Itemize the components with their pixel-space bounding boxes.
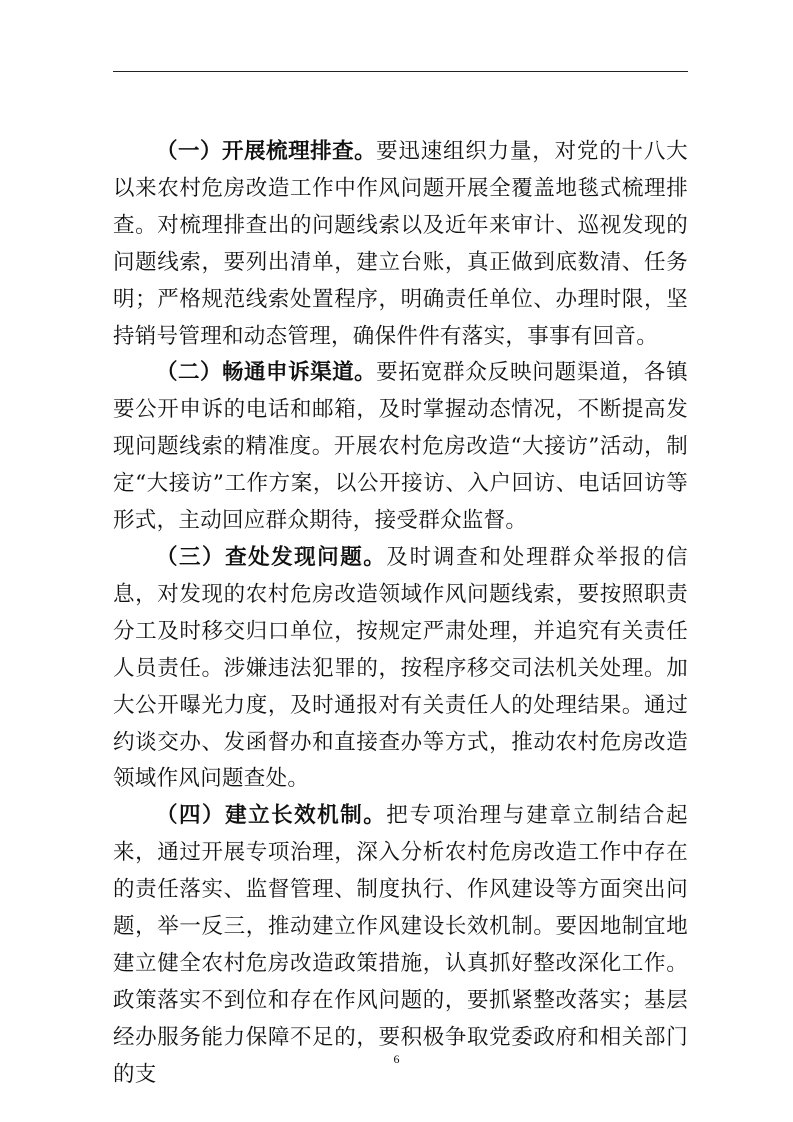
paragraph-text-1: 要迅速组织力量，对党的十八大以来农村危房改造工作中作风问题开展全覆盖地毯式梳理排查。对梳理排查出的问题线索以及近年来审计、巡视发现的问题线索，要列出清单，建立台账，真正做到底数清、任务明；严格规范线索处置程序，明确责任单位、办理时限，坚持销号管理和动态管理，确保件件有落实，事事有回音。 [113,139,688,349]
document-body [113,134,688,1094]
paragraph-text-3: 及时调查和处理群众举报的信息，对发现的农村危房改造领域作风问题线索，要按照职责分工及时移交归口单位，按规定严肃处理，并追究有关责任人员责任。涉嫌违法犯罪的，按程序移交司法机关处理。加大公开曝光力度，及时通报对有关责任人的处理结果。通过约谈交办、发函督办和直接查办等方式，推动农村危房改造领域作风问题查处。 [113,544,688,792]
section-heading-3: （三）查处发现问题。 [156,544,387,570]
header-rule [113,71,688,72]
paragraph-2 [113,355,688,540]
page-number: 6 [393,1052,400,1066]
section-heading-4: （四）建立长效机制。 [156,803,387,829]
paragraph-text-4: 把专项治理与建章立制结合起来，通过开展专项治理，深入分析农村危房改造工作中存在的责任落实、监督管理、制度执行、作风建设等方面突出问题，举一反三，推动建立作风建设长效机制。要因地制宜地建立健全农村危房改造政策措施，认真抓好整改深化工作。政策落实不到位和存在作风问题的，要抓紧整改落实；基层经办服务能力保障不足的，要积极争取党委政府和相关部门的支 [113,803,688,1087]
paragraph-1 [113,134,688,355]
paragraph-3 [113,540,688,798]
section-heading-2: （二）畅通申诉渠道。 [156,360,377,386]
paragraph-4 [113,798,688,1093]
section-heading-1: （一）开展梳理排查。 [156,139,377,164]
paragraph-text-2: 要拓宽群众反映问题渠道，各镇要公开申诉的电话和邮箱，及时掌握动态情况，不断提高发现问题线索的精准度。开展农村危房改造“大接访”活动，制定“大接访”工作方案，以公开接访、入户回访、电话回访等形式，主动回应群众期待，接受群众监督。 [113,360,688,534]
